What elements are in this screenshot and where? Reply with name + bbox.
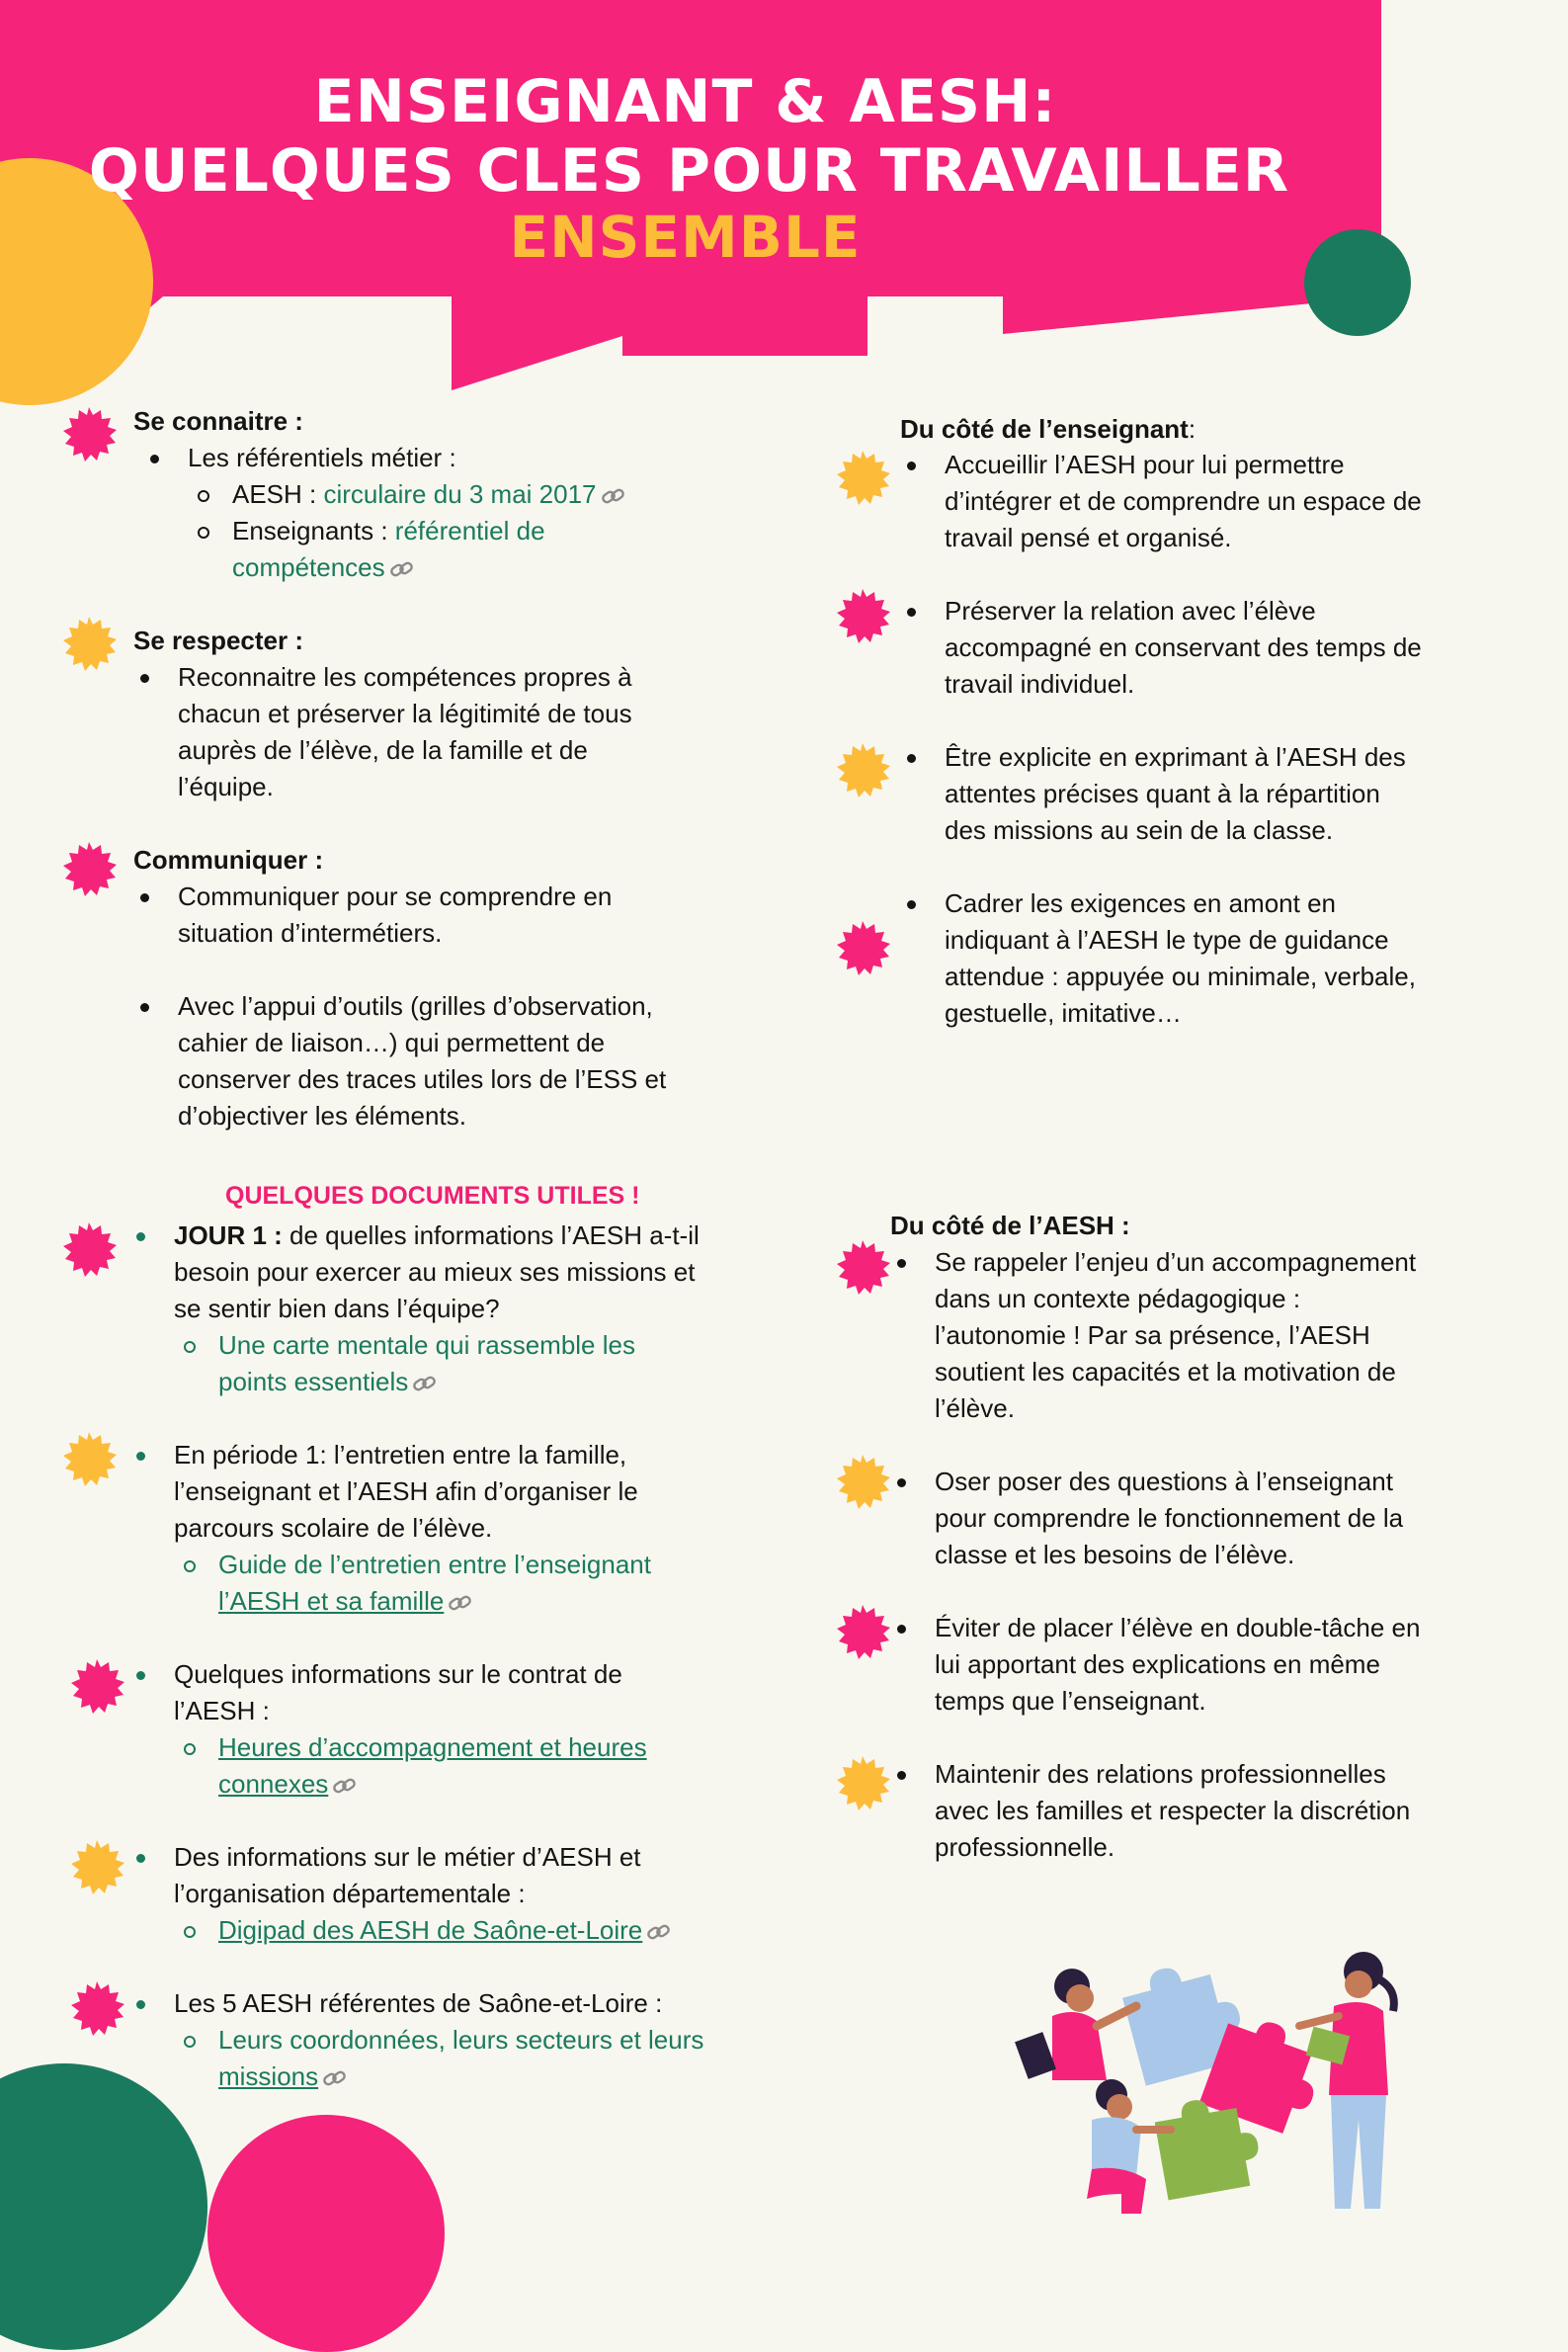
carte-mentale-link-cont[interactable]: points essentiels [218, 1367, 409, 1396]
sub-list-item [174, 1912, 782, 1949]
line: Avec l’appui d’outils (grilles d’observation, [178, 991, 653, 1021]
star-bullet-icon [835, 1455, 890, 1510]
star-bullet-icon [835, 921, 890, 976]
line: se sentir bien dans l’équipe? [174, 1294, 500, 1323]
list-item [890, 1610, 1542, 1720]
section-aesh [890, 1244, 1542, 1866]
line: Communiquer pour se comprendre en [178, 882, 613, 911]
section-title: Se connaitre : [133, 406, 303, 436]
puzzle-people-illustration [1013, 1917, 1428, 2219]
link-icon[interactable] [322, 2068, 348, 2088]
label: Enseignants : [232, 516, 395, 546]
star-bullet-icon [835, 1605, 890, 1660]
line: Quelques informations sur le contrat de [174, 1659, 622, 1689]
section-communiquer [133, 842, 756, 1134]
section-title: Se respecter : [133, 626, 303, 655]
guide-entretien-link-cont[interactable]: l’AESH et sa famille [218, 1586, 445, 1616]
star-bullet-icon [835, 1240, 890, 1296]
star-bullet-icon [69, 1659, 124, 1715]
line: parcours scolaire de l’élève. [174, 1513, 493, 1543]
line: cahier de liaison…) qui permettent de [178, 1028, 606, 1057]
star-bullet-icon [61, 617, 117, 672]
line: soutient les capacités et la motivation de [935, 1357, 1396, 1386]
line: d’intégrer et de comprendre un espace de [945, 486, 1422, 516]
heures-link-cont[interactable]: connexes [218, 1769, 329, 1799]
line: professionnelle. [935, 1832, 1115, 1862]
sub-list-item [174, 1729, 782, 1803]
star-bullet-icon [835, 1756, 890, 1811]
line: Oser poser des questions à l’enseignant [935, 1467, 1393, 1496]
green-circle-decoration-bottom [0, 2063, 207, 2350]
section-title: Du côté de l’AESH : [890, 1211, 1130, 1240]
lead: JOUR 1 : [174, 1220, 283, 1250]
star-bullet-icon [61, 842, 117, 897]
star-bullet-icon [69, 1840, 124, 1895]
link-icon[interactable] [601, 486, 626, 506]
line: Préserver la relation avec l’élève [945, 596, 1316, 626]
heures-link[interactable]: Heures d’accompagnement et heures [218, 1732, 647, 1762]
line: chacun et préserver la légitimité de tous [178, 699, 632, 728]
line: l’AESH : [174, 1696, 270, 1725]
list-item [129, 1985, 782, 2095]
line: Des informations sur le métier d’AESH et [174, 1842, 641, 1872]
line: l’organisation départementale : [174, 1879, 526, 1908]
star-bullet-icon [835, 589, 890, 644]
referentiel-link-cont[interactable]: compétences [232, 552, 385, 582]
sub-list-item [174, 1327, 782, 1400]
line: Reconnaitre les compétences propres à [178, 662, 632, 692]
section-se-connaitre [133, 403, 726, 586]
line: d’objectiver les éléments. [178, 1101, 466, 1131]
line: Accueillir l’AESH pour lui permettre [945, 450, 1345, 479]
doc-referentes [129, 1985, 782, 2095]
guide-entretien-link[interactable]: Guide de l’entretien entre l’enseignant [218, 1550, 651, 1579]
sub-list-item [174, 2022, 782, 2095]
label: AESH : [232, 479, 324, 509]
star-bullet-icon [61, 1432, 117, 1487]
sub-list-item [188, 476, 726, 513]
line: classe et les besoins de l’élève. [935, 1540, 1295, 1569]
line: Les 5 AESH référentes de Saône-et-Loire : [174, 1988, 663, 2018]
doc-periode1 [129, 1437, 782, 1620]
digipad-link[interactable]: Digipad des AESH de Saône-et-Loire [218, 1915, 643, 1945]
link-icon[interactable] [412, 1374, 438, 1393]
list-item [129, 1437, 782, 1620]
page-title-line3: ENSEMBLE [509, 204, 862, 271]
line: auprès de l’élève, de la famille et de [178, 735, 588, 765]
line: Maintenir des relations professionnelles [935, 1759, 1386, 1789]
list-item [900, 593, 1532, 703]
doc-contrat [129, 1656, 782, 1803]
line: lui apportant des explications en même [935, 1649, 1380, 1679]
list-item [890, 1756, 1542, 1866]
doc-metier [129, 1839, 782, 1949]
list-item [143, 440, 726, 586]
star-bullet-icon [61, 1222, 117, 1278]
list-item [133, 988, 756, 1134]
line: Se rappeler l’enjeu d’un accompagnement [935, 1247, 1417, 1277]
line: Cadrer les exigences en amont en [945, 888, 1337, 918]
line: de quelles informations l’AESH a-t-il [282, 1220, 700, 1250]
page-title-line1: ENSEIGNANT & AESH: [313, 67, 1057, 136]
documents-heading: QUELQUES DOCUMENTS UTILES ! [225, 1182, 640, 1210]
line: situation d’intermétiers. [178, 918, 443, 948]
sub-list-item [188, 513, 726, 586]
list-item-text: Les référentiels métier : [188, 443, 456, 472]
line: gestuelle, imitative… [945, 998, 1182, 1028]
line: attendue : appuyée ou minimale, verbale, [945, 962, 1416, 991]
section-enseignant-title [900, 411, 1196, 448]
section-se-respecter [133, 623, 746, 805]
line: En période 1: l’entretien entre la famille, [174, 1440, 627, 1470]
line: pour comprendre le fonctionnement de la [935, 1503, 1404, 1533]
list-item [900, 739, 1532, 849]
list-item [133, 659, 746, 805]
link-icon[interactable] [646, 1922, 672, 1942]
line: temps que l’enseignant. [935, 1686, 1206, 1716]
section-title: Du côté de l’enseignant [900, 414, 1189, 444]
line: indiquant à l’AESH le type de guidance [945, 925, 1389, 955]
section-title: Communiquer : [133, 845, 324, 875]
sub-list-item [174, 1547, 782, 1620]
line: l’élève. [935, 1393, 1015, 1423]
star-bullet-icon [835, 743, 890, 798]
line: travail individuel. [945, 669, 1135, 699]
list-item [133, 879, 756, 952]
list-item [900, 885, 1532, 1032]
circulaire-link[interactable]: circulaire du 3 mai 2017 [323, 479, 597, 509]
coordonnees-link[interactable]: Leurs coordonnées, leurs secteurs et leurs [218, 2025, 704, 2055]
list-item [890, 1464, 1542, 1573]
line: l’enseignant et l’AESH afin d’organiser le [174, 1476, 638, 1506]
list-item [900, 447, 1532, 556]
doc-jour1 [129, 1218, 782, 1400]
link-icon[interactable] [389, 559, 415, 579]
referentiel-link[interactable]: référentiel de [394, 516, 545, 546]
line: l’équipe. [178, 772, 274, 801]
line: l’autonomie ! Par sa présence, l’AESH [935, 1320, 1370, 1350]
coordonnees-link-cont[interactable]: missions [218, 2061, 319, 2091]
line: des missions au sein de la classe. [945, 815, 1334, 845]
page-title-line2: QUELQUES CLES POUR TRAVAILLER [88, 136, 1290, 206]
list-item [129, 1656, 782, 1803]
line: conserver des traces utiles lors de l’ESS et [178, 1064, 667, 1094]
line: besoin pour exercer au mieux ses missions et [174, 1257, 696, 1287]
star-bullet-icon [69, 1981, 124, 2037]
line: travail pensé et organisé. [945, 523, 1232, 552]
star-bullet-icon [61, 407, 117, 462]
line: Éviter de placer l’élève en double-tâche en [935, 1613, 1421, 1642]
pink-circle-decoration-bottom [207, 2115, 445, 2352]
carte-mentale-link[interactable]: Une carte mentale qui rassemble les [218, 1330, 635, 1360]
line: accompagné en conservant des temps de [945, 632, 1422, 662]
line: avec les familles et respecter la discrétion [935, 1796, 1411, 1825]
line: Être explicite en exprimant à l’AESH des [945, 742, 1406, 772]
link-icon[interactable] [448, 1593, 473, 1613]
section-enseignant [900, 447, 1532, 1032]
line: attentes précises quant à la répartition [945, 779, 1380, 808]
section-aesh-title [890, 1208, 1130, 1244]
link-icon[interactable] [332, 1776, 358, 1796]
list-item [890, 1244, 1542, 1427]
list-item [129, 1218, 782, 1400]
line: dans un contexte pédagogique : [935, 1284, 1301, 1313]
star-bullet-icon [835, 451, 890, 506]
list-item [129, 1839, 782, 1949]
colon: : [1188, 414, 1197, 444]
